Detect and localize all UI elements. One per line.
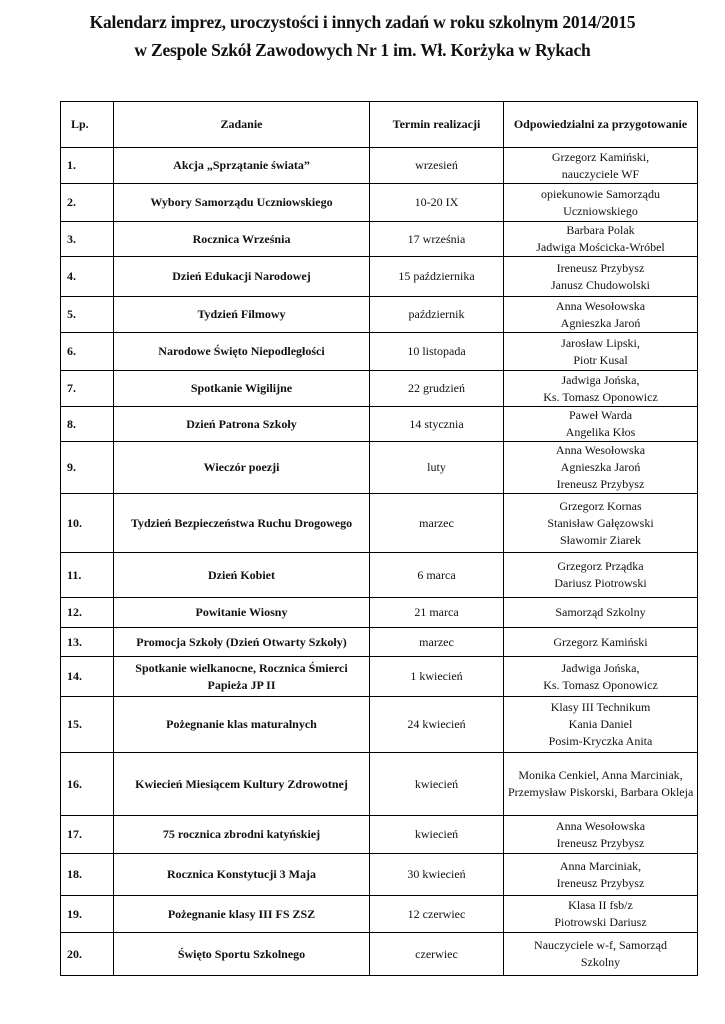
responsible-person-line: Anna Wesołowska [555, 443, 646, 457]
row-number: 13. [61, 628, 114, 657]
task-name: Dzień Patrona Szkoły [114, 407, 370, 442]
responsible-person-line: Ireneusz Przybysz [556, 875, 645, 890]
row-number: 11. [61, 553, 114, 598]
task-name: Dzień Edukacji Narodowej [114, 257, 370, 297]
table-row [61, 442, 698, 494]
responsible-person-line: Grzegorz Kamiński [553, 634, 648, 649]
table-header-row [61, 102, 698, 148]
responsible-person-line: Angelika Kłos [565, 425, 636, 439]
task-name: Święto Sportu Szkolnego [114, 933, 370, 976]
table-row [61, 148, 698, 184]
responsible-persons [504, 494, 698, 553]
responsible-person-line: Paweł Warda [568, 408, 633, 422]
row-number: 16. [61, 753, 114, 816]
task-name: Wybory Samorządu Uczniowskiego [114, 184, 370, 222]
responsible-persons [504, 333, 698, 371]
title-line-1: Kalendarz imprez, uroczystości i innych zadań w roku szkolnym 2014/2015 [89, 12, 636, 32]
responsible-person-line: Grzegorz Kornas [559, 498, 642, 513]
responsible-persons [504, 896, 698, 933]
responsible-person-line: Uczniowskiego [563, 203, 638, 218]
task-name: Rocznica Konstytucji 3 Maja [114, 854, 370, 896]
term-date: 10-20 IX [370, 184, 504, 222]
term-date: październik [370, 297, 504, 333]
responsible-person-line: Jadwiga Jońska, [561, 660, 640, 675]
row-number: 20. [61, 933, 114, 976]
task-name: Narodowe Święto Niepodległości [114, 333, 370, 371]
responsible-person-line: Jadwiga Mościcka-Wróbel [536, 240, 665, 254]
row-number: 15. [61, 697, 114, 753]
document-header [0, 8, 725, 64]
column-header-term: Termin realizacji [370, 102, 504, 148]
task-name: Powitanie Wiosny [114, 598, 370, 628]
responsible-person-line: Piotr Kusal [573, 352, 628, 367]
responsible-persons [504, 598, 698, 628]
responsible-person-line: nauczyciele WF [561, 166, 640, 181]
task-name: Tydzień Filmowy [114, 297, 370, 333]
responsible-person-line: Nauczyciele w-f, Samorząd [534, 938, 667, 952]
task-name: Kwiecień Miesiącem Kultury Zdrowotnej [114, 753, 370, 816]
row-number: 5. [61, 297, 114, 333]
term-date: 1 kwiecień [370, 657, 504, 697]
term-date: kwiecień [370, 753, 504, 816]
row-number: 6. [61, 333, 114, 371]
responsible-person-line: opiekunowie Samorządu [541, 186, 660, 201]
term-date: 17 września [370, 222, 504, 257]
responsible-persons [504, 933, 698, 976]
row-number: 7. [61, 371, 114, 407]
responsible-person-line: Anna Wesołowska [555, 298, 646, 313]
table-row [61, 628, 698, 657]
responsible-person-line: Ireneusz Przybysz [556, 477, 645, 491]
table-row [61, 407, 698, 442]
responsible-person-line: Przemysław Piskorski, Barbara Okleja [508, 785, 694, 799]
responsible-person-line: Jarosław Lipski, [561, 335, 640, 350]
table-row [61, 697, 698, 753]
table-row [61, 297, 698, 333]
row-number: 10. [61, 494, 114, 553]
task-name: Dzień Kobiet [114, 553, 370, 598]
term-date: 12 czerwiec [370, 896, 504, 933]
row-number: 18. [61, 854, 114, 896]
responsible-person-line: Jadwiga Jońska, [561, 372, 640, 387]
row-number: 1. [61, 148, 114, 184]
responsible-person-line: Anna Marciniak, [559, 858, 642, 873]
task-name: Tydzień Bezpieczeństwa Ruchu Drogowego [114, 494, 370, 553]
task-name: Rocznica Września [114, 222, 370, 257]
responsible-person-line: Agnieszka Jaroń [560, 315, 641, 330]
responsible-person-line: Barbara Polak [566, 223, 635, 237]
term-date: 24 kwiecień [370, 697, 504, 753]
responsible-persons [504, 407, 698, 442]
term-date: 14 stycznia [370, 407, 504, 442]
responsible-persons [504, 257, 698, 297]
events-calendar-table [60, 101, 698, 976]
task-name: Spotkanie Wigilijne [114, 371, 370, 407]
responsible-person-line: Posim-Kryczka Anita [548, 734, 653, 748]
term-date: 15 października [370, 257, 504, 297]
table-row [61, 933, 698, 976]
term-date: czerwiec [370, 933, 504, 976]
responsible-person-line: Ks. Tomasz Oponowicz [543, 677, 658, 692]
responsible-person-line: Piotrowski Dariusz [554, 915, 647, 929]
task-name: 75 rocznica zbrodni katyńskiej [114, 816, 370, 854]
row-number: 17. [61, 816, 114, 854]
table-row [61, 598, 698, 628]
row-number: 3. [61, 222, 114, 257]
term-date: 21 marca [370, 598, 504, 628]
task-name: Promocja Szkoły (Dzień Otwarty Szkoły) [114, 628, 370, 657]
row-number: 14. [61, 657, 114, 697]
responsible-person-line: Samorząd Szkolny [555, 605, 646, 619]
responsible-person-line: Agnieszka Jaroń [560, 460, 641, 474]
table-row [61, 896, 698, 933]
responsible-person-line: Stanisław Gałęzowski [547, 515, 654, 530]
table-row [61, 222, 698, 257]
responsible-person-line: Sławomir Ziarek [560, 532, 641, 547]
table-row [61, 371, 698, 407]
table-row [61, 657, 698, 697]
term-date: 6 marca [370, 553, 504, 598]
responsible-persons [504, 854, 698, 896]
responsible-person-line: Grzegorz Kamiński, [551, 149, 650, 164]
responsible-persons [504, 753, 698, 816]
term-date: wrzesień [370, 148, 504, 184]
table-row [61, 494, 698, 553]
table-row [61, 816, 698, 854]
column-header-lp: Lp. [61, 102, 114, 148]
responsible-persons [504, 553, 698, 598]
term-date: 30 kwiecień [370, 854, 504, 896]
term-date: 22 grudzień [370, 371, 504, 407]
responsible-persons [504, 657, 698, 697]
table-row [61, 333, 698, 371]
task-name: Pożegnanie klasy III FS ZSZ [114, 896, 370, 933]
table-row [61, 553, 698, 598]
table-row [61, 753, 698, 816]
row-number: 8. [61, 407, 114, 442]
column-header-task: Zadanie [114, 102, 370, 148]
task-name: Akcja „Sprzątanie świata” [114, 148, 370, 184]
table-row [61, 184, 698, 222]
responsible-persons [504, 371, 698, 407]
responsible-person-line: Dariusz Piotrowski [554, 576, 647, 590]
responsible-persons [504, 697, 698, 753]
column-header-responsible: Odpowiedzialni za przygotowanie [504, 102, 698, 148]
table-body [61, 148, 698, 976]
responsible-person-line: Ireneusz Przybysz [556, 260, 645, 275]
task-name: Wieczór poezji [114, 442, 370, 494]
responsible-person-line: Klasa II fsb/z [568, 898, 633, 912]
responsible-person-line: Grzegorz Prządka [557, 559, 644, 573]
responsible-person-line: Klasy III Technikum [550, 700, 651, 714]
responsible-person-line: Ks. Tomasz Oponowicz [543, 389, 658, 404]
row-number: 9. [61, 442, 114, 494]
task-name: Spotkanie wielkanocne, Rocznica Śmierci Papieża JP II [114, 657, 370, 697]
term-date: kwiecień [370, 816, 504, 854]
responsible-persons [504, 628, 698, 657]
row-number: 19. [61, 896, 114, 933]
term-date: luty [370, 442, 504, 494]
responsible-person-line: Janusz Chudowolski [551, 277, 650, 292]
table-row [61, 257, 698, 297]
table-row [61, 854, 698, 896]
responsible-persons [504, 222, 698, 257]
term-date: 10 listopada [370, 333, 504, 371]
responsible-person-line: Anna Wesołowska [555, 818, 646, 833]
term-date: marzec [370, 494, 504, 553]
responsible-person-line: Kania Daniel [568, 717, 633, 731]
responsible-person-line: Ireneusz Przybysz [556, 835, 645, 850]
row-number: 4. [61, 257, 114, 297]
responsible-person-line: Szkolny [580, 955, 621, 969]
responsible-persons [504, 816, 698, 854]
responsible-persons [504, 184, 698, 222]
responsible-persons [504, 442, 698, 494]
responsible-persons [504, 148, 698, 184]
responsible-person-line: Monika Cenkiel, Anna Marciniak, [518, 768, 683, 782]
title-line-2: w Zespole Szkół Zawodowych Nr 1 im. Wł. Korżyka w Rykach [134, 40, 591, 60]
row-number: 2. [61, 184, 114, 222]
row-number: 12. [61, 598, 114, 628]
term-date: marzec [370, 628, 504, 657]
responsible-persons [504, 297, 698, 333]
task-name: Pożegnanie klas maturalnych [114, 697, 370, 753]
